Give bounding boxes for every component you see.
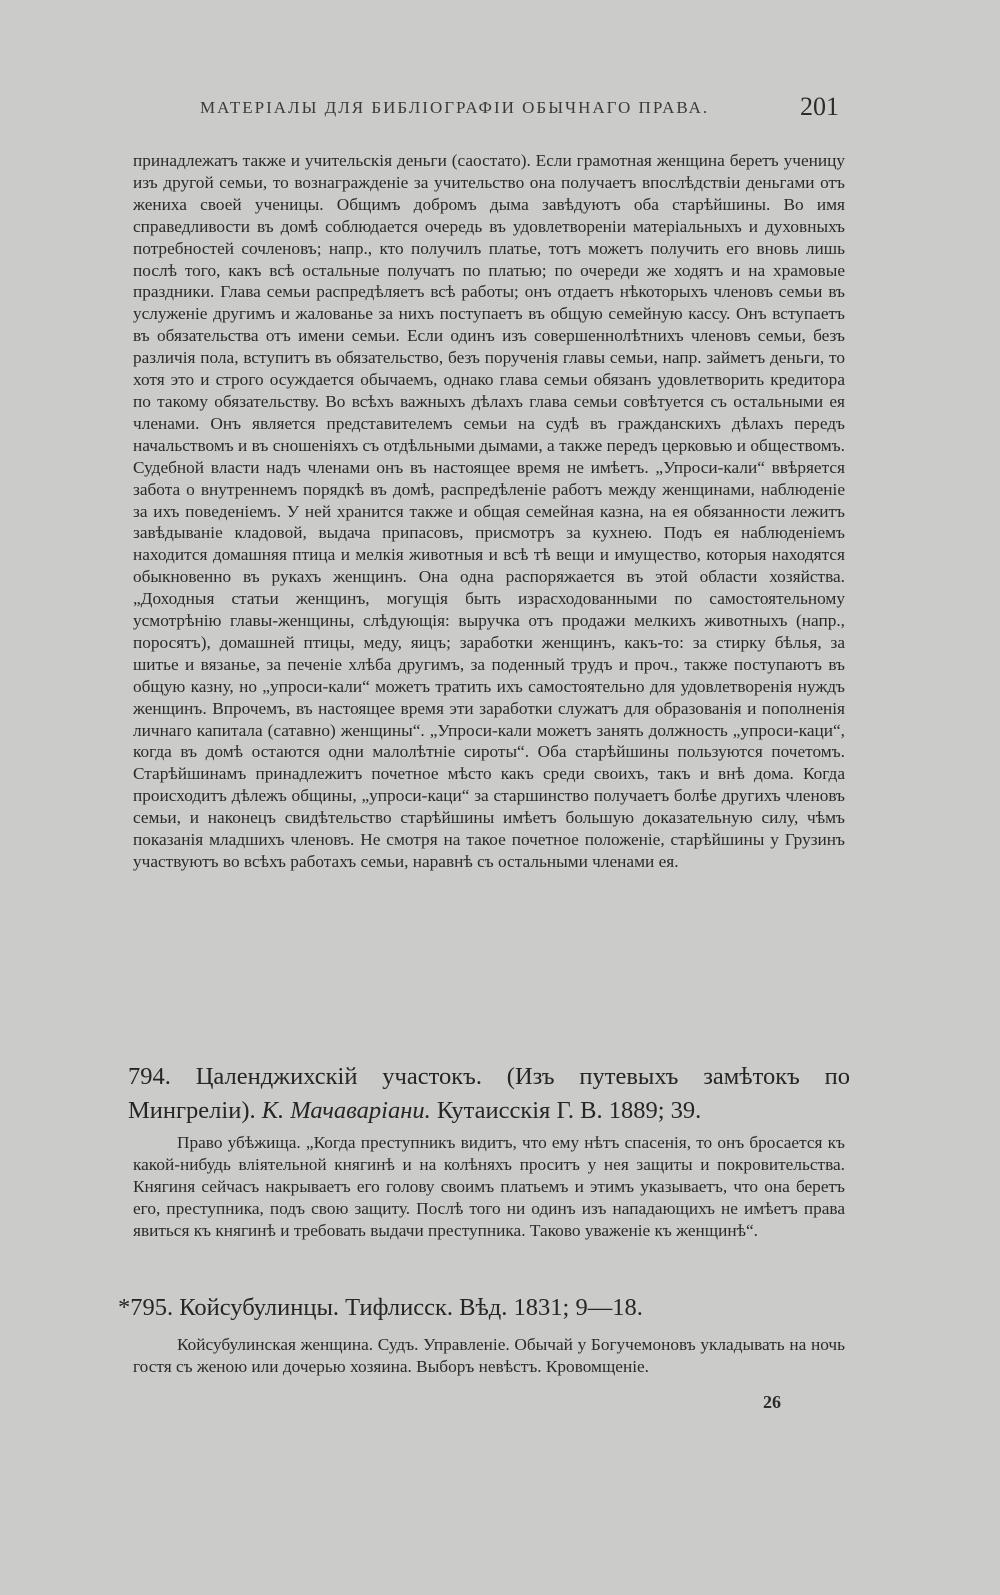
entry-795-heading: *795. Койсубулинцы. Тифлисск. Вѣд. 1831; 9—18. [118, 1294, 643, 1321]
entry-794-title: 794. Цаленджихскій участокъ. (Изъ путевыхъ замѣтокъ по Мингреліи). [128, 1063, 850, 1124]
running-title: МАТЕРІАЛЫ ДЛЯ БИБЛІОГРАФІИ ОБЫЧНАГО ПРАВА. [200, 98, 710, 117]
entry-795-body: Койсубулинская женщина. Судъ. Управленіе. Обычай у Богучемоновъ укладывать на ночь гостя съ женою или дочерью хозяина. Выборъ невѣстъ. Кровомщеніе. [133, 1335, 845, 1376]
entry-794-source: Кутаисскія Г. В. 1889; 39. [436, 1097, 702, 1124]
signature-mark: 26 [763, 1392, 781, 1412]
page-number: 201 [800, 92, 839, 121]
continuation-paragraph: принадлежатъ также и учительскія деньги (саостато). Если грамотная женщина беретъ ученицу изъ другой семьи, то вознагражденіе за учительство она получаетъ впослѣдствіи деньгами отъ жениха своей ученицы. Общимъ добромъ дыма завѣдуютъ оба старѣйшины. Во имя справедливости въ домѣ соблюдается очередь въ удовлетвореніи матеріальныхъ и духовныхъ потребностей сочленовъ; напр., кто получилъ платье, тотъ можетъ получить его вновь лишь послѣ того, какъ всѣ остальные получатъ по платью; по очереди же ходятъ и на храмовые праздники. Глава семьи распредѣляетъ всѣ работы; онъ отдаетъ нѣкоторыхъ членовъ семьи въ услуженіе другимъ и жалованье за нихъ поступаетъ въ общую семейную кассу. Онъ вступаетъ въ обязательства отъ имени семьи. Если одинъ изъ совершеннолѣтнихъ членовъ семьи, безъ различія пола, вступитъ въ обязательство, безъ порученія главы семьи, напр. займетъ деньги, то хотя это и строго осуждается обычаемъ, однако глава семьи обязанъ удовлетворить кредитора по такому обязательству. Во всѣхъ важныхъ дѣлахъ глава семьи совѣтуется съ остальными ея членами. Онъ является представителемъ семьи на судѣ въ гражданскихъ дѣлахъ передъ начальствомъ и въ сношеніяхъ съ отдѣльными дымами, а также передъ церковью и обществомъ. Судебной власти надъ членами онъ въ настоящее время не имѣетъ. „Упроси-кали“ ввѣряется забота о внутреннемъ порядкѣ въ домѣ, распредѣленіе работъ между женщинами, наблюденіе за ихъ поведеніемъ. У ней хранится также и общая семейная казна, на ея обязанности лежитъ завѣдываніе кладовой, выдача припасовъ, присмотръ за кухнею. Подъ ея наблюденіемъ находится домашняя птица и мелкія животныя и всѣ тѣ вещи и имущество, которыя находятся обыкновенно въ рукахъ женщинъ. Она одна распоряжается въ этой области хозяйства. „Доходныя статьи женщинъ, могущія быть израсходованными по самостоятельному усмотрѣнію главы-женщины, слѣдующія: выручка отъ продажи мелкихъ животныхъ (напр., поросятъ), домашней птицы, меду, яицъ; заработки женщинъ, какъ-то: за стирку бѣлья, за шитье и вязанье, за печеніе хлѣба другимъ, за поденный трудъ и проч., также поступаютъ въ общую казну, но „упроси-кали“ можетъ тратить ихъ самостоятельно для удовлетворенія нуждъ женщинъ. Впрочемъ, въ настоящее время эти заработки служатъ для образованія и пополненія личнаго капитала (сатавно) женщины“. „Упроси-кали можетъ занять должность „упроси-каци“, когда въ домѣ остаются одни малолѣтніе сироты“. Оба старѣйшины пользуются почетомъ. Старѣйшинамъ принадлежитъ почетное мѣсто какъ среди своихъ, такъ и внѣ дома. Когда происходитъ дѣлежъ общины, „упроси-каци“ за старшинство получаетъ болѣе другихъ членовъ семьи, и наконецъ свидѣтельство старѣйшины имѣетъ большую доказательную силу, чѣмъ показанія младшихъ членовъ. Не смотря на такое почетное положеніе, старѣйшины у Грузинъ участвуютъ во всѣхъ работахъ семьи, наравнѣ съ остальными членами ея. [133, 151, 845, 871]
entry-794-heading [128, 1060, 850, 1128]
entry-794-author: К. Мачаваріани. [261, 1097, 431, 1124]
entry-794-body: Право убѣжища. „Когда преступникъ видитъ, что ему нѣтъ спасенія, то онъ бросается къ какой-нибудь вліятельной княгинѣ и на колѣняхъ проситъ у нея защиты и покровительства. Княгиня сейчасъ накрываетъ его голову своимъ платьемъ и этимъ указываетъ, что она беретъ его, преступника, подъ свою защиту. Послѣ того ни одинъ изъ нападающихъ не имѣетъ права явиться къ княгинѣ и требовать выдачи преступника. Таково уваженіе къ женщинѣ“. [133, 1133, 845, 1240]
